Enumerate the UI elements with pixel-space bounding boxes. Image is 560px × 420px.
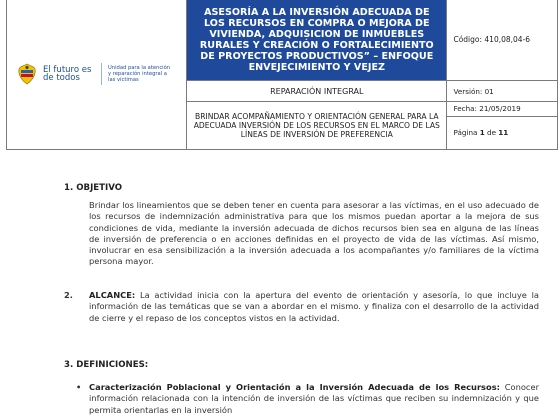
- section-alcance-text: La actividad inicia con la apertura del evento de orientación y asesoría, lo que incluye la información de las temáticas que se van a abordar en el mismo. y finaliza con el desarrollo de la actividad de cierre y el repaso de los conceptos vistos en la actividad.: [89, 290, 539, 323]
- section-alcance-number: 2.: [64, 290, 73, 300]
- section-alcance: [64, 290, 539, 324]
- logo-divider: [101, 63, 102, 85]
- page-total: 11: [498, 128, 509, 137]
- section-objetivo-text: Brindar los lineamientos que se deben tener en cuenta para asesorar a las víctimas, en el uso adecuado de los recursos de indemnización administrativa para que los mismos puedan aportar a la mejora de sus condiciones de vida, mediante la inversión adecuada de dichos recursos bien sea en alguna de las líneas de inversión de preferencia o en acciones definidas en el proyecto de vida de las víctimas. Así mismo, involucrar en esa sensibilización a la inversión adecuada a los acompañantes y/o familiares de la víctima persona mayor.: [89, 200, 539, 267]
- section-alcance-label: ALCANCE:: [89, 290, 136, 300]
- date-page-cell: [447, 102, 558, 150]
- document-code: Código: 410,08,04-6: [447, 0, 558, 81]
- definitions-list: [76, 382, 539, 416]
- process-name: REPARACIÓN INTEGRAL: [187, 81, 447, 102]
- section-objetivo-heading: 1. OBJETIVO: [64, 183, 123, 193]
- page-of: de: [484, 128, 499, 137]
- definition-text: Conocer información relacionada con la intención de inversión de las víctimas que reciben su indemnización y que permita orientarlas en la inversión: [89, 382, 539, 415]
- list-item: [76, 382, 539, 416]
- page-number: [447, 117, 557, 149]
- document-version: Versión: 01: [447, 81, 558, 102]
- brand-tagline: Unidad para la atención y reparación integral a las víctimas: [108, 65, 171, 83]
- document-description: BRINDAR ACOMPAÑAMIENTO Y ORIENTACIÓN GENERAL PARA LA ADECUADA INVERSIÓN DE LOS RECURSOS EN EL MARCO DE LAS LÍNEAS DE INVERSIÓN DE PREFERENCIA: [187, 102, 447, 150]
- bullet-icon: •: [76, 382, 82, 392]
- logo-cell: [7, 0, 187, 150]
- document-date: Fecha: 21/05/2019: [447, 102, 557, 117]
- brand-name: El futuro es de todos: [43, 64, 92, 83]
- definition-term: Caracterización Poblacional y Orientación a la Inversión Adecuada de los Recursos:: [89, 382, 500, 392]
- page-prefix: Página: [453, 128, 480, 137]
- colombia-seal-icon: [17, 63, 37, 85]
- document-header-table: [6, 0, 558, 150]
- page-current: 1: [479, 128, 485, 137]
- document-title: ASESORÍA A LA INVERSIÓN ADECUADA DE LOS RECURSOS EN COMPRA O MEJORA DE VIVIENDA, ADQUISICION DE INMUEBLES RURALES Y CREACIÓN O FORTALECIMIENTO DE PROYECTOS PRODUCTIVOS” – ENFOQUE ENVEJECIMIENTO Y VEJEZ: [187, 0, 447, 81]
- section-definiciones-heading: 3. DEFINICIONES:: [64, 360, 149, 370]
